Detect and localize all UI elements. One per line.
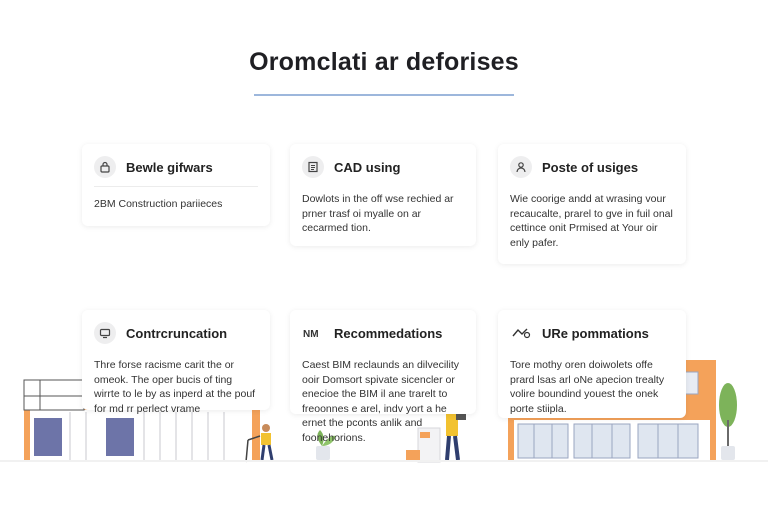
card-text: Dowlots in the off wse rechied ar prner trasf oi myalle on ar cecarmed tion. — [302, 193, 454, 234]
bim-icon — [302, 322, 324, 344]
monitor-icon — [94, 322, 116, 344]
card-text: Wie coorige andd at wrasing vour recaucalte, prarel to gve in fuil onal cettince onit Prmised at Your oir enly pafer. — [510, 193, 673, 249]
card-title: URe pommations — [542, 325, 649, 341]
svg-text:NM: NM — [303, 329, 319, 339]
card-cad-using[interactable] — [290, 144, 476, 246]
card-title: Contrcruncation — [126, 325, 228, 341]
tools-icon — [510, 322, 532, 344]
card-ure-pommations[interactable] — [498, 310, 686, 418]
card-contrcruncation[interactable] — [82, 310, 270, 415]
user-icon — [510, 156, 532, 178]
document-icon — [302, 156, 324, 178]
card-recommedations[interactable] — [290, 310, 476, 444]
card-text: Tore mothy oren doiwolets offe prard lsas arl oNe apecion trealty volire boundind youest the onek porte stiipla. — [510, 359, 665, 415]
card-text: Thre forse racisme carit the or omeok. The oper bucis of ting wirrte to le by as inperd at the pouf for md rr perlect vrame — [94, 359, 256, 415]
tree-right — [719, 383, 737, 460]
card-title: Bewle gifwars — [126, 159, 213, 175]
card-bewle-gifwars[interactable] — [82, 144, 270, 226]
card-text: Caest BIM reclaunds an dilvecility ooir Domsort spivate sicencler or enecioe the BIM il ane trarelt to freoonnes e arel, indv yort a he ernet the pconts anlik and foonehorions. — [302, 359, 459, 444]
card-title: Recommedations — [334, 325, 443, 341]
lock-icon — [94, 156, 116, 178]
card-title: CAD using — [334, 159, 401, 175]
card-poste-of-usiges[interactable] — [498, 144, 686, 264]
ground-line — [0, 460, 768, 462]
card-text: 2BM Construction pariieces — [94, 198, 223, 210]
card-title: Poste of usiges — [542, 159, 639, 175]
page-title: Oromclati ar deforises — [249, 48, 519, 76]
